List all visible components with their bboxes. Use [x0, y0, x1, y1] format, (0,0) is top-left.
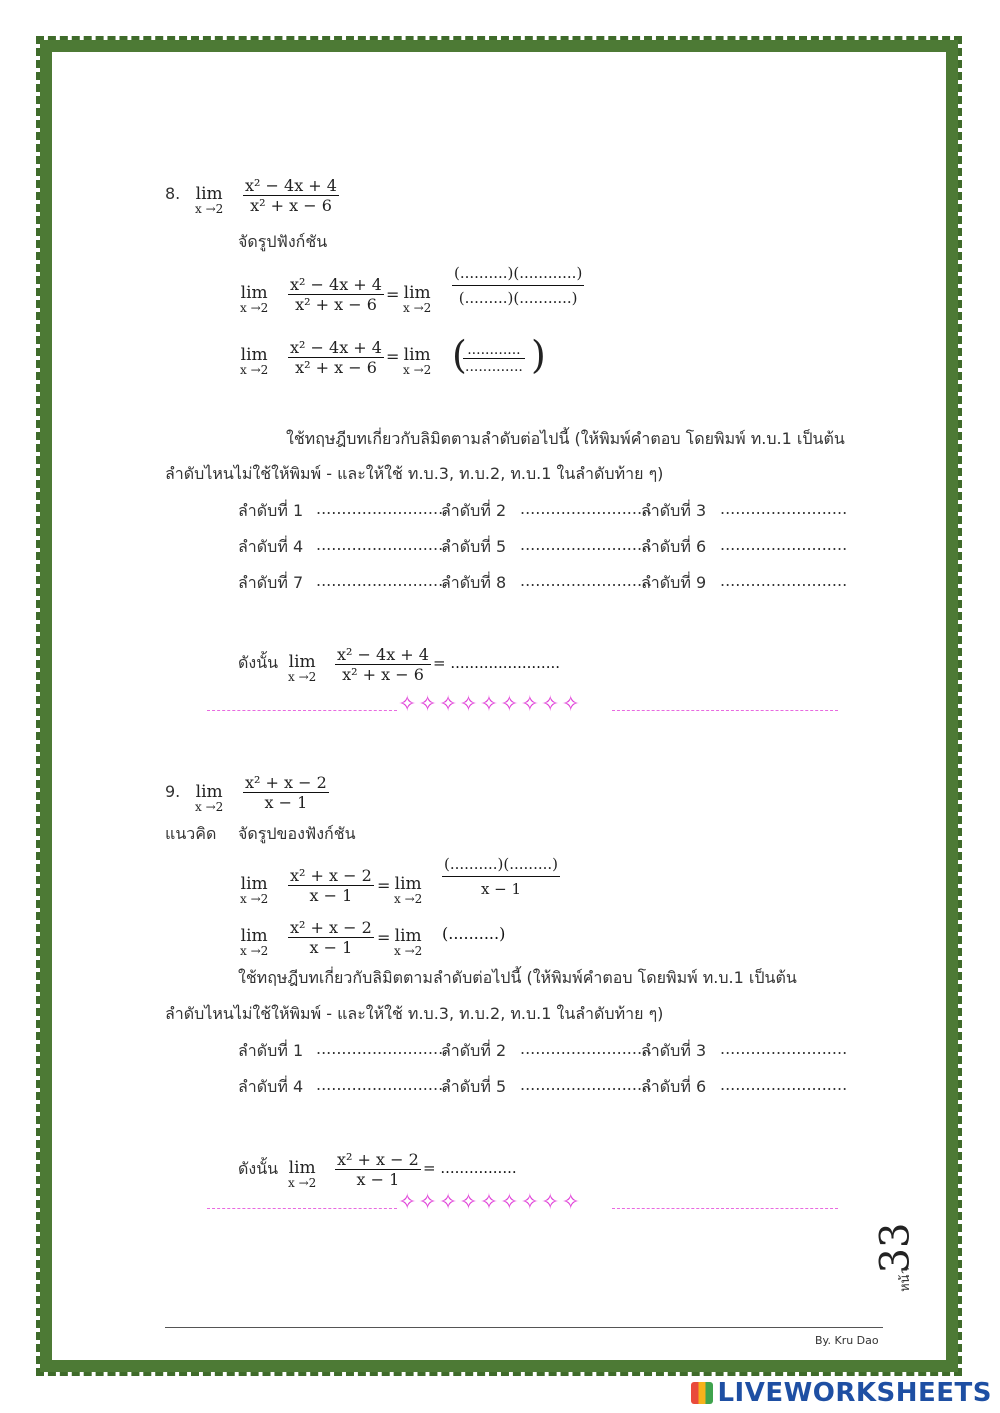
step-label: ลำดับที่ 4	[238, 537, 304, 556]
q9-theorem-text-2: ลำดับไหนไม่ใช้ให้พิมพ์ - และให้ใช้ ท.บ.3, ท.บ.2, ท.บ.1 ในลำดับท้าย ๆ)	[165, 1004, 664, 1023]
lim-word: lim	[394, 926, 422, 946]
step-label: ลำดับที่ 5	[441, 1077, 507, 1096]
q9-line1-limit-left	[240, 874, 268, 906]
lim-sub: x →2	[240, 301, 269, 315]
q8-line1-limit-left	[240, 283, 268, 315]
q9-number: 9.	[165, 782, 181, 801]
q8-factored-fraction[interactable]	[452, 264, 584, 307]
denominator: x − 1	[309, 886, 353, 905]
step-label: ลำดับที่ 4	[238, 1077, 304, 1096]
step-label: ลำดับที่ 2	[441, 1041, 507, 1060]
lim-word: lim	[240, 926, 268, 946]
numerator: x² + x − 2	[245, 773, 327, 792]
q9-final-limit	[288, 1158, 316, 1190]
step-answer-blank[interactable]: ..........................	[316, 499, 449, 518]
denominator: x² + x − 6	[295, 358, 377, 377]
lim-word: lim	[195, 184, 223, 204]
q9-simplified-blank[interactable]: (..........)	[442, 924, 506, 943]
step-label: ลำดับที่ 9	[641, 573, 707, 592]
step-label: ลำดับที่ 3	[641, 1041, 707, 1060]
step-answer-blank[interactable]: .........................	[720, 535, 848, 554]
denominator: x − 1	[264, 793, 308, 812]
lim-sub: x →2	[240, 363, 269, 377]
q8-fraction	[243, 176, 339, 215]
denominator: x² + x − 6	[250, 196, 332, 215]
simplified-denominator-blank[interactable]: .............	[465, 359, 523, 375]
q9-line2-fraction	[288, 918, 374, 957]
q9-therefore: ดังนั้น	[238, 1159, 279, 1178]
q8-final-fraction	[335, 645, 431, 684]
q9-factored-fraction[interactable]	[442, 855, 560, 898]
page-number-block	[872, 1205, 944, 1295]
q8-line1-fraction	[288, 275, 384, 314]
q9-final-fraction	[335, 1150, 421, 1189]
q8-line1-limit-right	[403, 283, 431, 315]
right-paren: )	[531, 333, 546, 377]
lim-sub: x →2	[240, 944, 269, 958]
q8-line2-limit-left	[240, 345, 268, 377]
lim-word: lim	[288, 652, 316, 672]
numerator: x² − 4x + 4	[290, 338, 382, 357]
step-label: ลำดับที่ 1	[238, 1041, 304, 1060]
equals-sign: =	[377, 876, 391, 895]
q8-line2-limit-right	[403, 345, 431, 377]
numerator: x² + x − 2	[290, 866, 372, 885]
lim-sub: x →2	[288, 670, 317, 684]
step-label: ลำดับที่ 3	[641, 501, 707, 520]
q8-theorem-text-2: ลำดับไหนไม่ใช้ให้พิมพ์ - และให้ใช้ ท.บ.3, ท.บ.2, ท.บ.1 ในลำดับท้าย ๆ)	[165, 464, 664, 483]
step-answer-blank[interactable]: ..........................	[520, 499, 653, 518]
brand-logo[interactable]	[691, 1378, 992, 1408]
factored-numerator-blank[interactable]: (..........)(............)	[452, 264, 584, 286]
lim-sub: x →2	[288, 1176, 317, 1190]
q8-therefore: ดังนั้น	[238, 653, 279, 672]
q9-line2-limit-right	[394, 926, 422, 958]
lim-word: lim	[195, 782, 223, 802]
step-answer-blank[interactable]: ..........................	[520, 1075, 653, 1094]
step-answer-blank[interactable]: .........................	[720, 1075, 848, 1094]
step-answer-blank[interactable]: ..........................	[520, 535, 653, 554]
equals-sign: =	[377, 928, 391, 947]
numerator: x² − 4x + 4	[290, 275, 382, 294]
lim-sub: x →2	[240, 892, 269, 906]
lim-word: lim	[240, 874, 268, 894]
q9-line2-limit-left	[240, 926, 268, 958]
lim-sub: x →2	[195, 800, 224, 814]
page-label: หน้า	[897, 1267, 913, 1292]
lim-sub: x →2	[394, 944, 423, 958]
step-label: ลำดับที่ 5	[441, 537, 507, 556]
footer-rule	[165, 1327, 883, 1328]
q9-limit	[195, 782, 223, 814]
lim-word: lim	[394, 874, 422, 894]
equals-sign: =	[386, 347, 400, 366]
step-answer-blank[interactable]: ..........................	[316, 1039, 449, 1058]
q9-line1-fraction	[288, 866, 374, 905]
step-answer-blank[interactable]: .........................	[720, 499, 848, 518]
q9-line1-limit-right	[394, 874, 422, 906]
lim-sub: x →2	[195, 202, 224, 216]
divider-stars: ✧✧✧✧✧✧✧✧✧	[398, 692, 582, 717]
equals-sign: =	[386, 285, 400, 304]
step-answer-blank[interactable]: ..........................	[316, 535, 449, 554]
step-label: ลำดับที่ 6	[641, 1077, 707, 1096]
lim-sub: x →2	[403, 301, 432, 315]
step-answer-blank[interactable]: .........................	[720, 571, 848, 590]
step-answer-blank[interactable]: ..........................	[520, 1039, 653, 1058]
brand-icon	[691, 1382, 713, 1404]
lim-sub: x →2	[394, 892, 423, 906]
q9-theorem-text-1: ใช้ทฤษฎีบทเกี่ยวกับลิมิตตามลำดับต่อไปนี้ (ให้พิมพ์คำตอบ โดยพิมพ์ ท.บ.1 เป็นต้น	[238, 968, 797, 987]
numerator: x² + x − 2	[290, 918, 372, 937]
denominator: x² + x − 6	[295, 295, 377, 314]
q8-final-limit	[288, 652, 316, 684]
left-paren: (	[452, 333, 467, 377]
denominator: x² + x − 6	[342, 665, 424, 684]
q8-step-label: จัดรูปฟังก์ชัน	[238, 232, 328, 251]
step-label: ลำดับที่ 2	[441, 501, 507, 520]
numerator: x² + x − 2	[337, 1150, 419, 1169]
q8-final-answer-blank[interactable]: = .......................	[433, 654, 561, 672]
denominator: x − 1	[309, 938, 353, 957]
divider-line-left	[207, 1208, 397, 1209]
numerator: x² − 4x + 4	[337, 645, 429, 664]
simplified-numerator-blank[interactable]: ............	[463, 342, 525, 359]
q8-number: 8.	[165, 184, 181, 203]
author-credit: By. Kru Dao	[815, 1334, 879, 1347]
step-answer-blank[interactable]: ..........................	[520, 571, 653, 590]
q8-limit	[195, 184, 223, 216]
factored-denominator: x − 1	[480, 880, 522, 898]
lim-word: lim	[240, 283, 268, 303]
q8-line2-fraction	[288, 338, 384, 377]
lim-word: lim	[240, 345, 268, 365]
step-label: ลำดับที่ 7	[238, 573, 304, 592]
step-answer-blank[interactable]: ..........................	[316, 1075, 449, 1094]
divider-line-right	[612, 710, 838, 711]
divider-stars: ✧✧✧✧✧✧✧✧✧	[398, 1190, 582, 1215]
q9-step-label: จัดรูปของฟังก์ชัน	[238, 824, 356, 843]
step-label: ลำดับที่ 6	[641, 537, 707, 556]
brand-text: LIVEWORKSHEETS	[717, 1378, 992, 1408]
step-label: ลำดับที่ 1	[238, 501, 304, 520]
denominator: x − 1	[356, 1170, 400, 1189]
lim-word: lim	[403, 345, 431, 365]
q9-final-answer-blank[interactable]: = ................	[423, 1159, 517, 1177]
step-answer-blank[interactable]: .........................	[720, 1039, 848, 1058]
q9-fraction	[243, 773, 329, 812]
step-answer-blank[interactable]: ..........................	[316, 571, 449, 590]
divider-line-right	[612, 1208, 838, 1209]
q8-theorem-text-1: ใช้ทฤษฎีบทเกี่ยวกับลิมิตตามลำดับต่อไปนี้ (ให้พิมพ์คำตอบ โดยพิมพ์ ท.บ.1 เป็นต้น	[286, 429, 845, 448]
lim-word: lim	[288, 1158, 316, 1178]
q8-simplified-fraction[interactable]	[463, 342, 525, 375]
page-number: 33	[872, 1222, 919, 1274]
step-label: ลำดับที่ 8	[441, 573, 507, 592]
divider-line-left	[207, 710, 397, 711]
lim-word: lim	[403, 283, 431, 303]
factored-numerator-blank[interactable]: (..........)(.........)	[442, 855, 560, 877]
q9-approach-label: แนวคิด	[165, 824, 217, 843]
lim-sub: x →2	[403, 363, 432, 377]
numerator: x² − 4x + 4	[245, 176, 337, 195]
factored-denominator-blank[interactable]: (.........)(...........)	[458, 289, 578, 307]
